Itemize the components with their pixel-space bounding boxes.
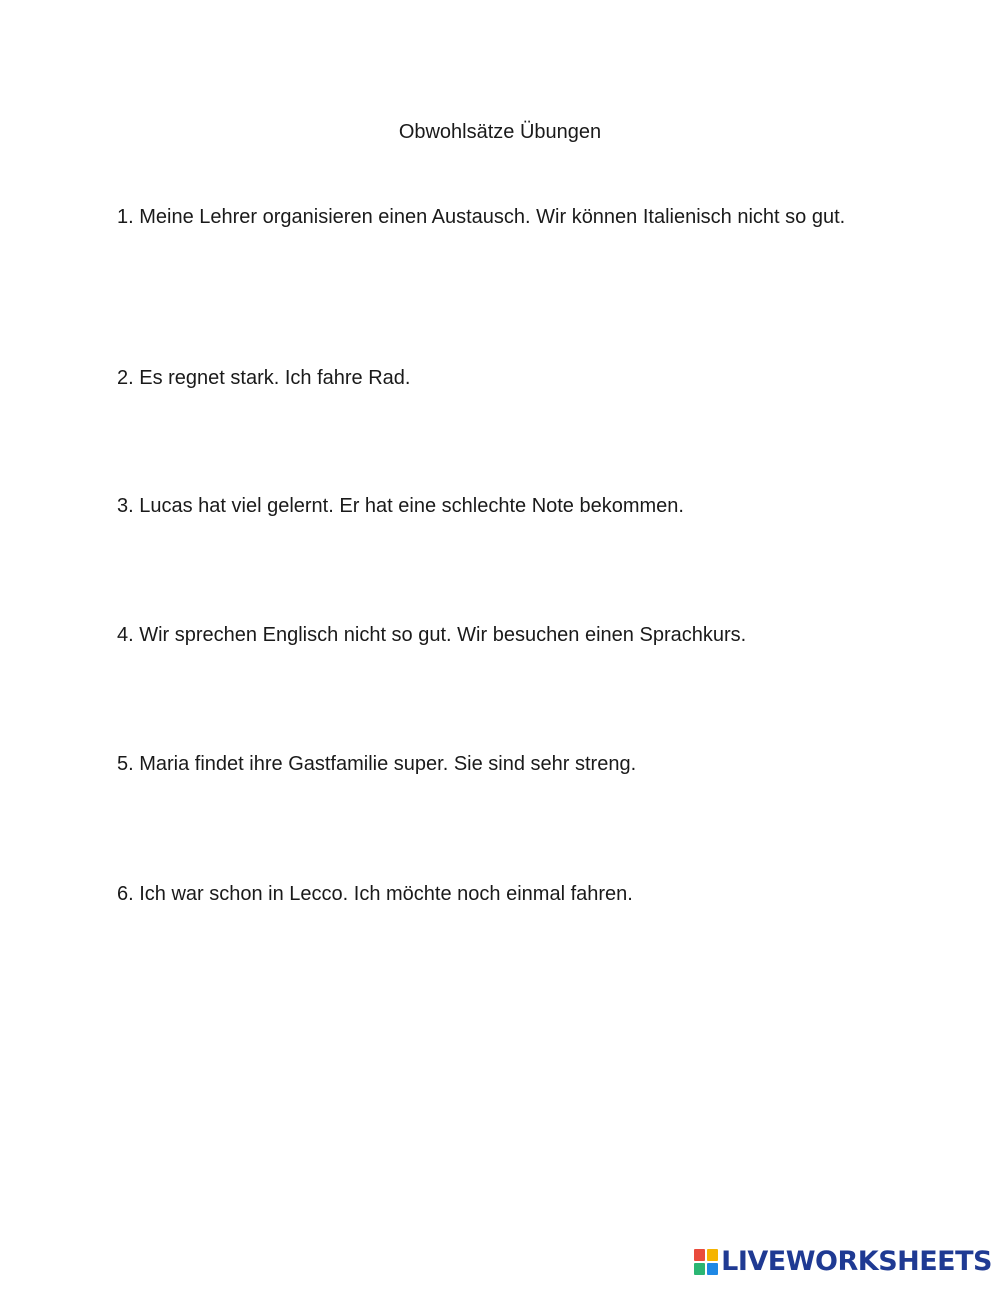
logo-square-blue: [707, 1263, 718, 1275]
exercise-item-2: 2. Es regnet stark. Ich fahre Rad.: [117, 367, 411, 389]
logo-square-green: [694, 1263, 705, 1275]
exercise-item-3: 3. Lucas hat viel gelernt. Er hat eine schlechte Note bekommen.: [117, 495, 684, 517]
liveworksheets-logo-icon: [694, 1249, 718, 1275]
liveworksheets-wordmark: LIVEWORKSHEETS: [721, 1246, 992, 1277]
liveworksheets-brand: [694, 1247, 992, 1277]
exercise-item-5: 5. Maria findet ihre Gastfamilie super. Sie sind sehr streng.: [117, 753, 637, 775]
logo-square-yellow: [707, 1249, 718, 1261]
exercise-item-4: 4. Wir sprechen Englisch nicht so gut. Wir besuchen einen Sprachkurs.: [117, 624, 747, 646]
logo-square-red: [694, 1249, 705, 1261]
exercise-item-6: 6. Ich war schon in Lecco. Ich möchte noch einmal fahren.: [117, 883, 633, 905]
exercise-item-1: 1. Meine Lehrer organisieren einen Austausch. Wir können Italienisch nicht so gut.: [117, 206, 846, 228]
worksheet-title: Obwohlsätze Übungen: [398, 121, 602, 143]
